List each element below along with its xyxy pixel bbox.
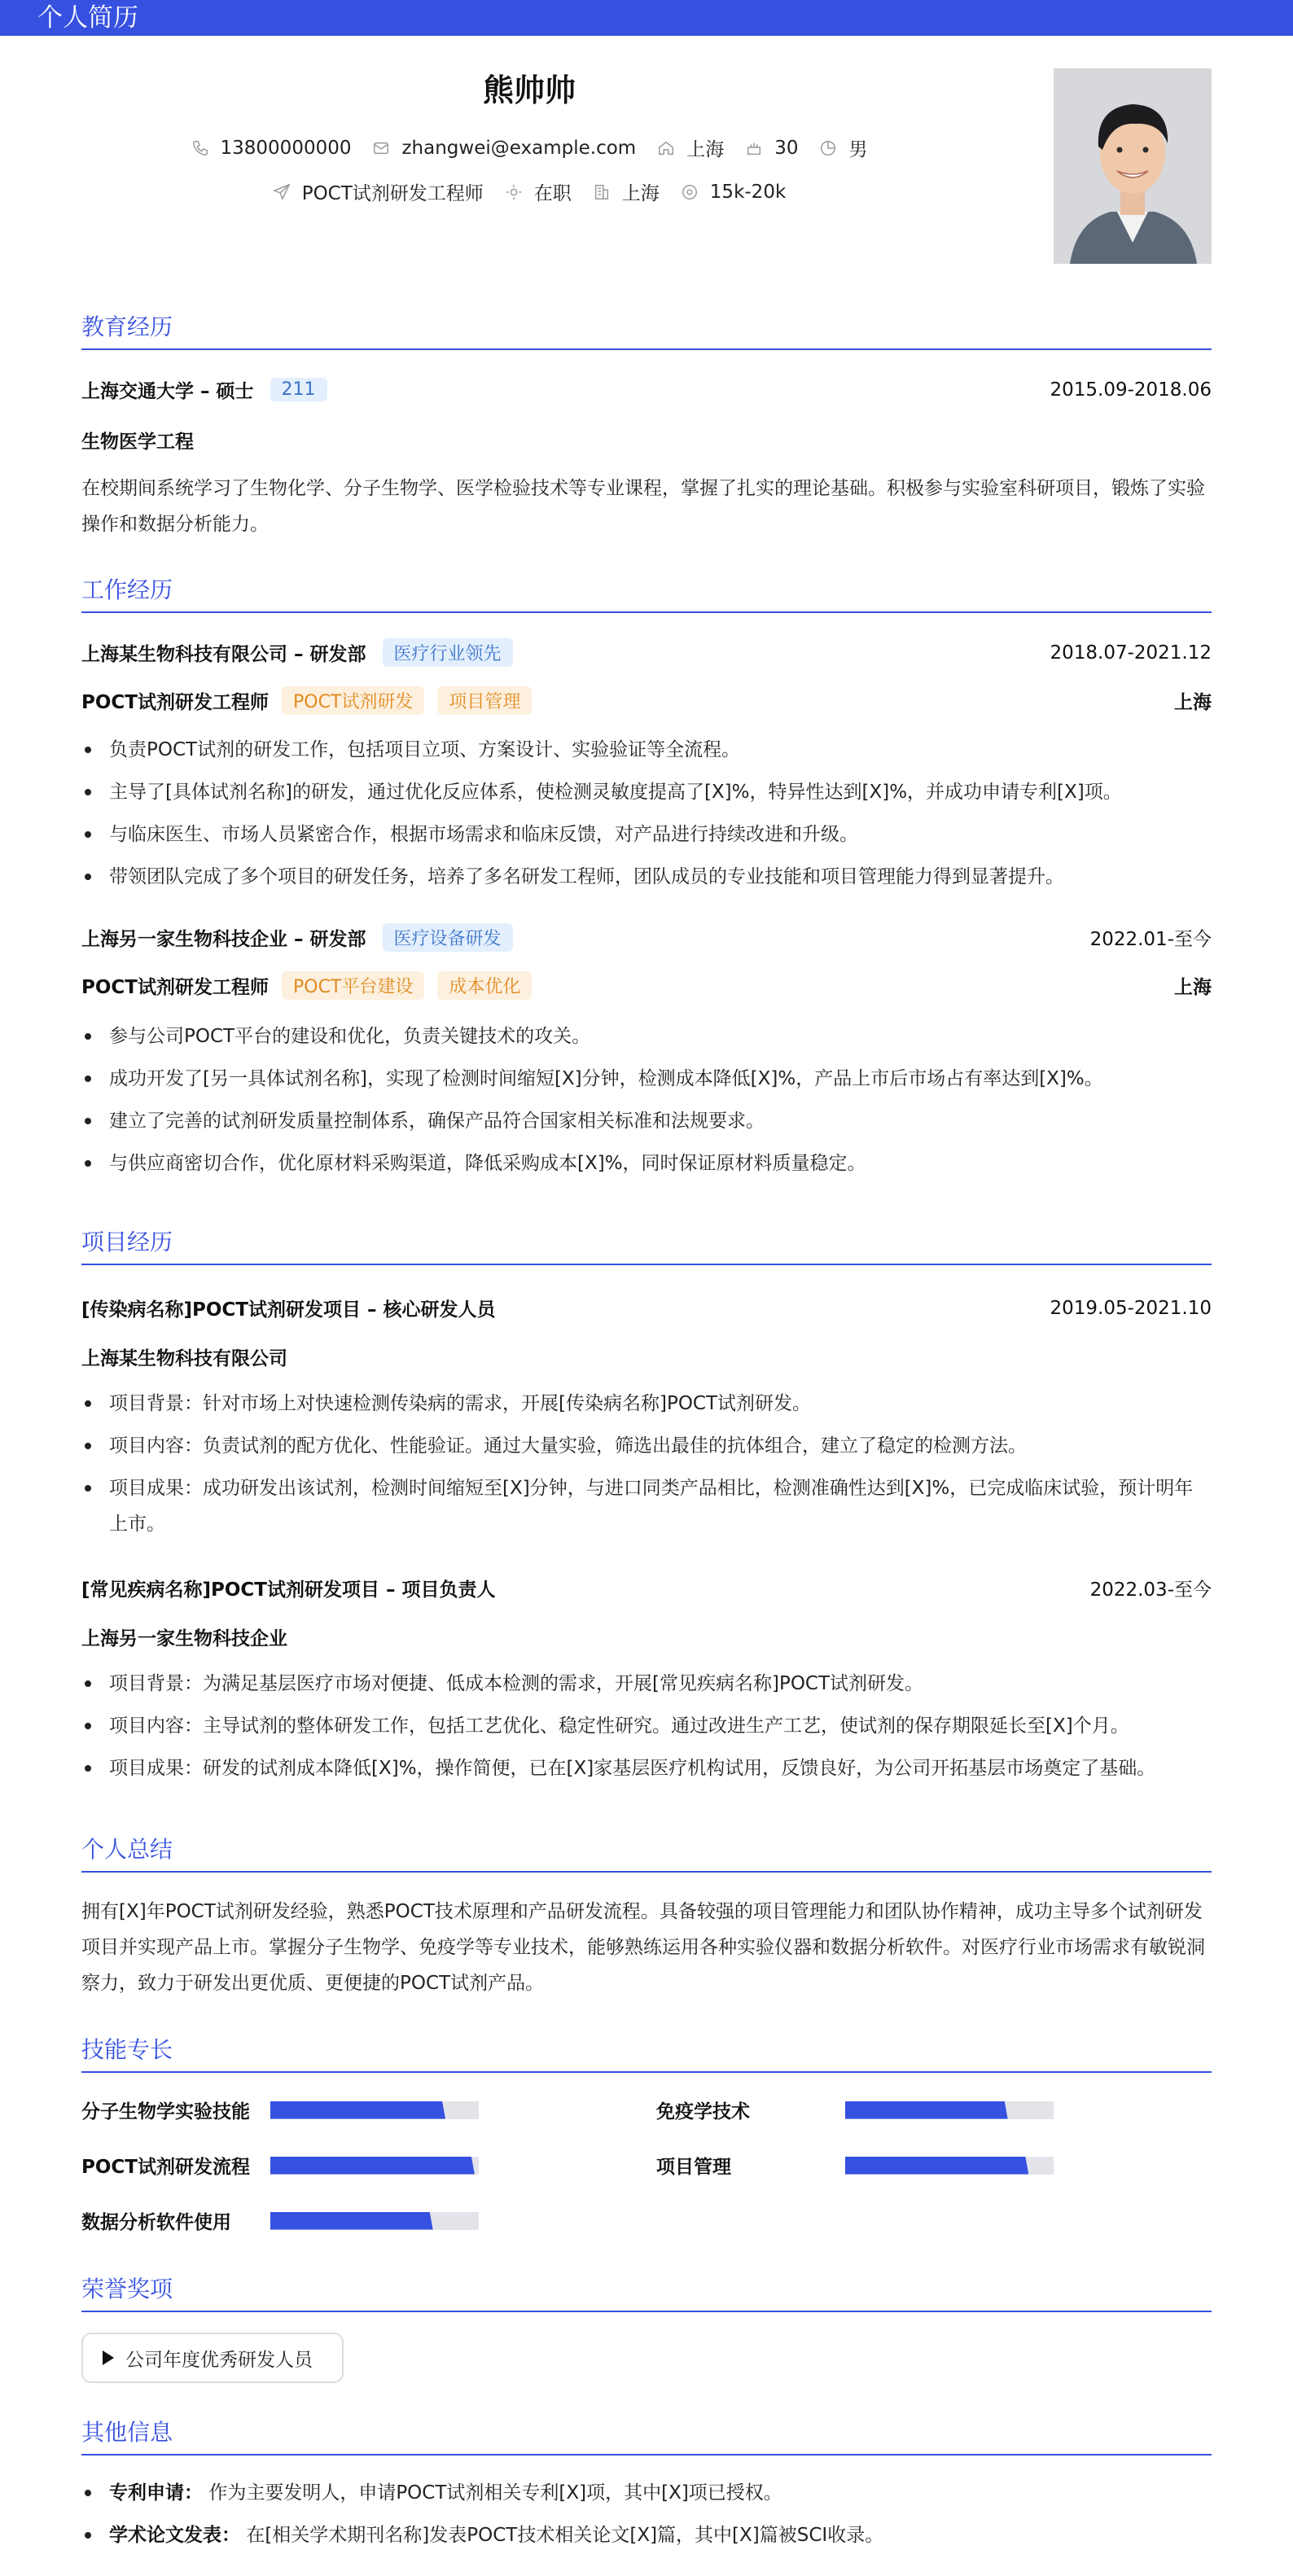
- section-title-honors: 荣誉奖项: [81, 2272, 1212, 2312]
- skill-bar: [270, 2157, 479, 2175]
- position-text: POCT试剂研发工程师: [301, 183, 484, 204]
- phone-icon: [191, 139, 209, 157]
- skill-name: 项目管理: [656, 2157, 731, 2178]
- target-city-text: 上海: [621, 183, 660, 204]
- list-item: 项目背景：针对市场上对快速检测传染病的需求，开展[传染病名称]POCT试剂研发。: [81, 1386, 1212, 1422]
- skill-bar-fill: [270, 2157, 475, 2175]
- work-skill-tag: 项目管理: [437, 686, 532, 715]
- section-title-projects: 项目经历: [81, 1224, 1212, 1265]
- section-title-education: 教育经历: [81, 309, 1212, 350]
- honor-label: 公司年度优秀研发人员: [125, 2349, 313, 2371]
- honor-item[interactable]: [81, 2333, 344, 2383]
- contact-row: [0, 134, 1059, 161]
- email-text: zhangwei@example.com: [401, 137, 637, 159]
- education-major: 生物医学工程: [81, 432, 194, 453]
- skill-bar: [845, 2157, 1054, 2175]
- skill-item: [656, 2096, 1054, 2123]
- age-text: 30: [774, 137, 799, 159]
- other-label: 学术论文发表：: [109, 2525, 240, 2546]
- project-title: [常见疾病名称]POCT试剂研发项目 – 项目负责人: [81, 1579, 496, 1601]
- skill-bar-fill: [270, 2212, 433, 2230]
- other-text: 作为主要发明人，申请POCT试剂相关专利[X]项，其中[X]项已授权。: [208, 2482, 782, 2504]
- status-icon: [505, 183, 523, 201]
- education-header: [81, 376, 1212, 403]
- project-bullets-2: [81, 1666, 1212, 1793]
- other-list: [81, 2475, 1212, 2560]
- skill-bar: [845, 2101, 1054, 2119]
- section-title-summary: 个人总结: [81, 1832, 1212, 1873]
- list-item: [81, 2517, 1212, 2553]
- gender-text: 男: [848, 139, 868, 160]
- skill-name: 分子生物学实验技能: [81, 2101, 250, 2123]
- work-skill-tag: 成本优化: [437, 971, 532, 1000]
- skill-name: POCT试剂研发流程: [81, 2157, 250, 2178]
- age-icon: [745, 139, 763, 157]
- project-company: 上海某生物科技有限公司: [81, 1348, 287, 1369]
- home-icon: [657, 139, 675, 157]
- project-company: 上海另一家生物科技企业: [81, 1628, 287, 1649]
- work-skill-tag: POCT平台建设: [282, 971, 424, 1000]
- salary-text: 15k-20k: [709, 181, 787, 203]
- project-date: 2022.03-至今: [1089, 1579, 1212, 1601]
- work-company-tag: 医疗行业领先: [383, 638, 513, 667]
- job-intent-row: [0, 178, 1059, 205]
- project-header-2: [81, 1575, 1212, 1601]
- mail-icon: [372, 139, 390, 157]
- project-title: [传染病名称]POCT试剂研发项目 – 核心研发人员: [81, 1299, 496, 1321]
- section-title-work: 工作经历: [81, 572, 1212, 613]
- list-item: 带领团队完成了多个项目的研发任务，培养了多名研发工程师，团队成员的专业技能和项目管理能力得到显著提升。: [81, 859, 1212, 895]
- education-description: 在校期间系统学习了生物化学、分子生物学、医学检验技术等专业课程，掌握了扎实的理论基础。积极参与实验室科研项目，锻炼了实验操作和数据分析能力。: [81, 478, 1205, 535]
- work-company: 上海某生物科技有限公司 – 研发部: [81, 644, 366, 665]
- skill-item: [81, 2096, 479, 2123]
- work-company-tag: 医疗设备研发: [383, 923, 513, 952]
- building-icon: [593, 183, 611, 201]
- list-item: 项目内容：主导试剂的整体研发工作，包括工艺优化、稳定性研究。通过改进生产工艺，使试剂的保存期限延长至[X]个月。: [81, 1708, 1212, 1744]
- project-header-1: [81, 1295, 1212, 1321]
- work-skill-tag: POCT试剂研发: [282, 686, 424, 715]
- list-item: 主导了[具体试剂名称]的研发，通过优化反应体系，使检测灵敏度提高了[X]%，特异性达到[X]%，并成功申请专利[X]项。: [81, 774, 1212, 810]
- list-item: 项目背景：为满足基层医疗市场对便捷、低成本检测的需求，开展[常见疾病名称]POCT试剂研发。: [81, 1666, 1212, 1702]
- list-item: 参与公司POCT平台的建设和优化，负责关键技术的攻关。: [81, 1019, 1212, 1054]
- other-label: 专利申请：: [109, 2482, 203, 2504]
- school-name: 上海交通大学 – 硕士: [81, 381, 254, 402]
- work-role-1: [81, 686, 1212, 715]
- list-item: 项目内容：负责试剂的配方优化、性能验证。通过大量实验，筛选出最佳的抗体组合，建立了稳定的检测方法。: [81, 1428, 1212, 1464]
- skill-name: 数据分析软件使用: [81, 2212, 231, 2233]
- work-location: 上海: [1174, 692, 1212, 713]
- skill-item: [81, 2152, 479, 2179]
- other-text: 在[相关学术期刊名称]发表POCT技术相关论文[X]篇，其中[X]篇被SCI收录。: [246, 2525, 884, 2546]
- project-date: 2019.05-2021.10: [1050, 1297, 1212, 1319]
- work-role: POCT试剂研发工程师: [81, 977, 269, 998]
- work-location: 上海: [1174, 977, 1212, 998]
- education-date: 2015.09-2018.06: [1050, 379, 1212, 401]
- send-icon: [273, 183, 291, 201]
- skill-bar-fill: [845, 2101, 1008, 2119]
- skill-name: 免疫学技术: [656, 2101, 750, 2123]
- profile-photo: [1054, 68, 1212, 264]
- section-title-other: 其他信息: [81, 2415, 1212, 2456]
- status-text: 在职: [533, 183, 572, 204]
- resume-header-bar: [0, 0, 1293, 36]
- work-company: 上海另一家生物科技企业 – 研发部: [81, 929, 366, 950]
- list-item: [81, 2475, 1212, 2511]
- header-title: 个人简历: [37, 3, 138, 33]
- school-tag: 211: [270, 378, 327, 401]
- candidate-name: 熊帅帅: [482, 72, 576, 108]
- gender-icon: [819, 139, 837, 157]
- list-item: 成功开发了[另一具体试剂名称]，实现了检测时间缩短[X]分钟，检测成本降低[X]%，产品上市后市场占有率达到[X]%。: [81, 1061, 1212, 1097]
- list-item: 负责POCT试剂的研发工作，包括项目立项、方案设计、实验验证等全流程。: [81, 732, 1212, 768]
- list-item: 与临床医生、市场人员紧密合作，根据市场需求和临床反馈，对产品进行持续改进和升级。: [81, 817, 1212, 852]
- skill-bar-fill: [270, 2101, 445, 2119]
- city-text: 上海: [686, 139, 725, 160]
- list-item: 建立了完善的试剂研发质量控制体系，确保产品符合国家相关标准和法规要求。: [81, 1103, 1212, 1139]
- skill-bar: [270, 2101, 479, 2119]
- list-item: 项目成果：成功研发出该试剂，检测时间缩短至[X]分钟，与进口同类产品相比，检测准确性达到[X]%，已完成临床试验，预计明年上市。: [81, 1470, 1212, 1542]
- phone-text: 13800000000: [220, 137, 352, 159]
- skill-bar-fill: [845, 2157, 1028, 2175]
- list-item: 与供应商密切合作，优化原材料采购渠道，降低采购成本[X]%，同时保证原材料质量稳定。: [81, 1146, 1212, 1181]
- work-role: POCT试剂研发工程师: [81, 692, 269, 713]
- section-title-skills: 技能专长: [81, 2032, 1212, 2073]
- work-header-1: [81, 638, 1212, 667]
- salary-icon: [681, 183, 699, 201]
- project-bullets-1: [81, 1386, 1212, 1549]
- work-role-2: [81, 971, 1212, 1000]
- skill-item: [81, 2207, 479, 2234]
- work-bullets-2: [81, 1019, 1212, 1188]
- work-bullets-1: [81, 732, 1212, 901]
- work-header-2: [81, 923, 1212, 952]
- work-date: 2022.01-至今: [1089, 929, 1212, 950]
- skill-item: [656, 2152, 1054, 2179]
- summary-text: 拥有[X]年POCT试剂研发经验，熟悉POCT技术原理和产品研发流程。具备较强的项目管理能力和团队协作精神，成功主导多个试剂研发项目并实现产品上市。掌握分子生物学、免疫学等专业技术，能够熟练运用各种实验仪器和数据分析软件。对医疗行业市场需求有敏锐洞察力，致力于研发出更优质、更便捷的POCT试剂产品。: [81, 1901, 1205, 1994]
- work-date: 2018.07-2021.12: [1050, 642, 1212, 664]
- play-icon: [103, 2350, 114, 2365]
- list-item: 项目成果：研发的试剂成本降低[X]%，操作简便，已在[X]家基层医疗机构试用，反馈良好，为公司开拓基层市场奠定了基础。: [81, 1750, 1212, 1786]
- skill-bar: [270, 2212, 479, 2230]
